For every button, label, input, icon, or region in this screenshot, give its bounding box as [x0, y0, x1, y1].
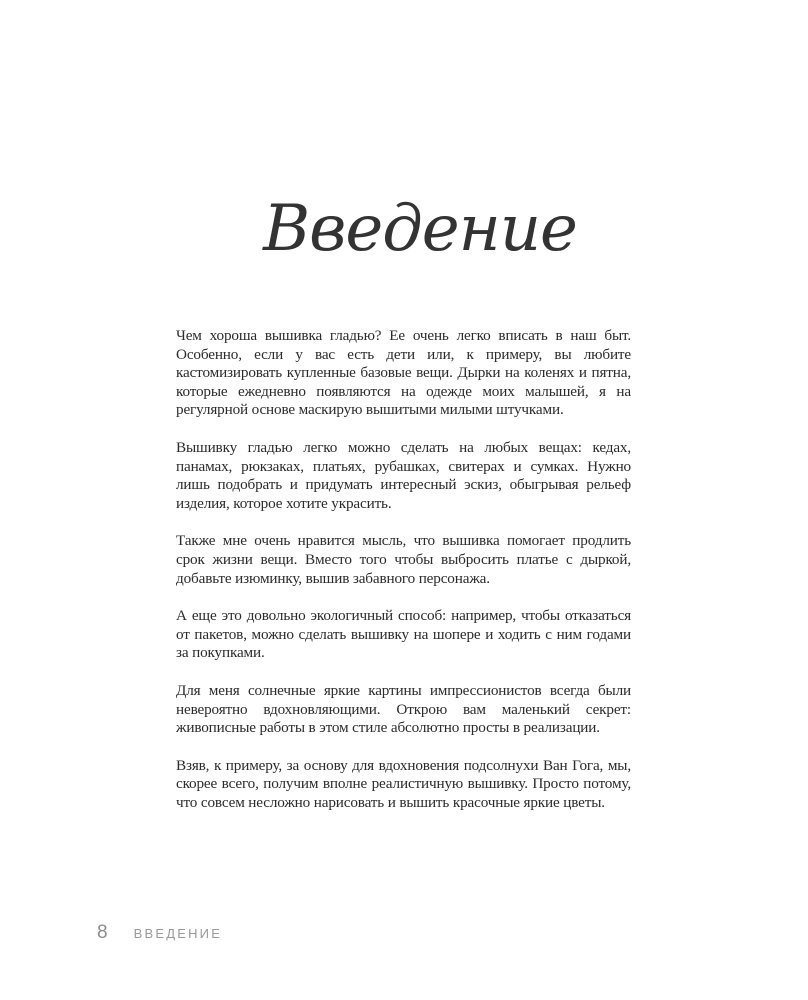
- chapter-title-script: [0, 178, 808, 288]
- paragraph-3: Также мне очень нравится мысль, что вышивка помогает продлить срок жизни вещи. Вместо того чтобы выбросить платье с дыркой, добавьте изюминку, вышив забавного персонажа.: [176, 532, 631, 587]
- paragraph-4: А еще это довольно экологичный способ: например, чтобы отказаться от пакетов, можно сделать вышивку на шопере и ходить с ним годами за покупками.: [176, 607, 631, 662]
- chapter-title-text: Введение: [263, 192, 577, 266]
- body-text: [176, 327, 631, 831]
- page-number: 8: [97, 922, 108, 943]
- page-footer: [97, 922, 222, 946]
- paragraph-2: Вышивку гладью легко можно сделать на любых вещах: кедах, панамах, рюкзаках, платьях, рубашках, свитерах и сумках. Нужно лишь подобрать и придумать интересный эскиз, обыгрывая рельеф изделия, которое хотите украсить.: [176, 438, 631, 512]
- chapter-title: [0, 178, 808, 288]
- paragraph-6: Взяв, к примеру, за основу для вдохновения подсолнухи Ван Гога, мы, скорее всего, получим вполне реалистичную вышивку. Просто потому, что совсем несложно нарисовать и вышить красочные яркие цветы.: [176, 756, 631, 811]
- paragraph-1: Чем хороша вышивка гладью? Ее очень легко вписать в наш быт. Особенно, если у вас есть дети или, к примеру, вы любите кастомизировать купленные базовые вещи. Дырки на коленях и пятна, которые ежедневно появляются на одежде моих малышей, я на регулярной основе маскирую вышитыми милыми штучками.: [176, 327, 631, 419]
- running-head: ВВЕДЕНИЕ: [133, 926, 223, 941]
- paragraph-5: Для меня солнечные яркие картины импрессионистов всегда были невероятно вдохновляющими. Открою вам маленький секрет: живописные работы в этом стиле абсолютно просты в реализации.: [176, 681, 631, 737]
